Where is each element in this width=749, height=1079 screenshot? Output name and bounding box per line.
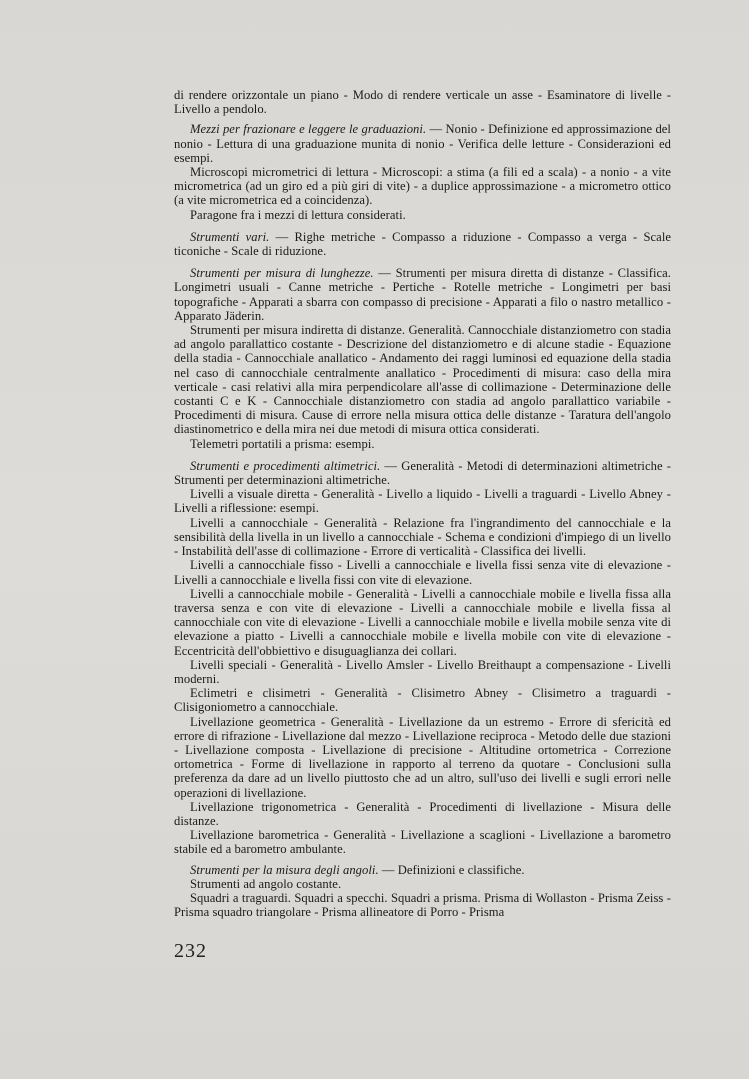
paragraph: Eclimetri e clisimetri - Generalità - Clisimetro Abney - Clisimetro a traguardi - Clisigoniometro a cannocchiale. bbox=[174, 686, 671, 715]
paragraph: Livellazione barometrica - Generalità - Livellazione a scaglioni - Livellazione a barometro stabile ed a barometro ambulante. bbox=[174, 828, 671, 857]
paragraph: Livelli a visuale diretta - Generalità - Livello a liquido - Livelli a traguardi - Livello Abney - Livelli a riflessione: esempi. bbox=[174, 487, 671, 516]
paragraph: Livelli a cannocchiale - Generalità - Relazione fra l'ingrandimento del cannocchiale e la sensibilità della livella in un livello a cannocchiale - Schema e condizioni d'impiego di un livello - Instabilità dell'asse di collimazione - Errore di verticalità - Classifica dei livelli. bbox=[174, 515, 671, 559]
paragraph: Livelli a cannocchiale fisso - Livelli a cannocchiale e livella fissi senza vite di elevazione - Livelli a cannocchiale e livella fissi con vite di elevazione. bbox=[174, 558, 671, 587]
section-heading: Strumenti per misura di lunghezze. bbox=[190, 266, 374, 281]
section-paragraph bbox=[174, 122, 671, 165]
paragraph: di rendere orizzontale un piano - Modo di rendere verticale un asse - Esaminatore di livelle - Livello a pendolo. bbox=[174, 88, 671, 117]
paragraph: Strumenti ad angolo costante. bbox=[190, 876, 342, 891]
section-heading: Mezzi per frazionare e leggere le graduazioni. bbox=[190, 122, 427, 137]
paragraph-text: — Nonio - Definizione ed approssimazione del nonio - Lettura di una graduazione munita di nonio - Verifica delle letture - Considerazioni ed esempi. bbox=[174, 122, 671, 165]
paragraph: Squadri a traguardi. Squadri a specchi. Squadri a prisma. Prisma di Wollaston - Prisma Zeiss - Prisma squadro triangolare - Prisma allineatore di Porro - Prisma bbox=[174, 890, 671, 920]
section-heading: Strumenti e procedimenti altimetrici. bbox=[190, 458, 381, 473]
paragraph: Paragone fra i mezzi di lettura considerati. bbox=[190, 207, 406, 222]
paragraph: Telemetri portatili a prisma: esempi. bbox=[190, 436, 375, 451]
section-paragraph bbox=[174, 863, 671, 877]
paragraph-text: — Righe metriche - Compasso a riduzione - Compasso a verga - Scale ticoniche - Scale di riduzione. bbox=[174, 229, 672, 259]
paragraph-text: — Definizioni e classifiche. bbox=[378, 862, 525, 877]
page-number: 232 bbox=[174, 940, 207, 962]
paragraph: Livellazione geometrica - Generalità - Livellazione da un estremo - Errore di sfericità ed errore di rifrazione - Livellazione dal mezzo - Livellazione reciproca - Metodo delle due stazioni - Livellazione composta - Livellazione di precisione - Altitudine ortometrica - Correzione ortometrica - Forme di livellazione in rapporto al terreno da quotare - Conclusioni sulla preferenza da dare ad un livello piuttosto che ad un altro, sull'uso dei livelli e sugli errori nelle operazioni di livellazione. bbox=[174, 714, 671, 800]
section-heading: Strumenti vari. bbox=[190, 229, 270, 244]
body-text bbox=[174, 88, 671, 919]
paragraph-text: — Strumenti per misura diretta di distanze - Classifica. Longimetri usuali - Canne metriche - Pertiche - Rotelle metriche - Longimetri per basi topografiche - Apparati a sbarra con compasso di precisione - Apparati a filo o nastro metallico - Apparato Jäderin. bbox=[174, 266, 671, 323]
section-paragraph bbox=[174, 266, 671, 323]
paragraph: Strumenti per misura indiretta di distanze. Generalità. Cannocchiale distanziometro con stadia ad angolo parallattico costante - Descrizione del distanziometro e di alcune stadie - Equazione della stadia - Cannocchiale anallatico - Andamento dei raggi luminosi ed equazione della stadia nel caso di cannocchiale centralmente anallatico - Procedimenti di misura: caso della mira verticale - casi relativi alla mira perpendicolare all'asse di collimazione - Determinazione delle costanti C e K - Cannocchiale distanziometro con stadia ad angolo parallattico variabile - Procedimenti di misura. Cause di errore nella misura ottica delle distanze - Taratura dell'angolo diastinometrico e della mira nei due metodi di misura ottica considerati. bbox=[174, 323, 671, 437]
section-paragraph bbox=[174, 459, 671, 487]
paragraph: Livelli speciali - Generalità - Livello Amsler - Livello Breithaupt a compensazione - Livelli moderni. bbox=[174, 657, 671, 686]
paragraph: Livellazione trigonometrica - Generalità - Procedimenti di livellazione - Misura delle distanze. bbox=[174, 799, 671, 828]
paragraph: Livelli a cannocchiale mobile - Generalità - Livelli a cannocchiale mobile e livella fissa alla traversa senza e con vite di elevazione - Livelli a cannocchiale mobile e livella fissa al cannocchiale con vite di elevazione - Livelli a cannocchiale mobile e livella mobile senza vite di elevazione a piatto - Livelli a cannocchiale mobile e livella mobile con vite di elevazione - Eccentricità dell'obbiettivo e disuguaglianza dei collari. bbox=[174, 586, 671, 658]
paragraph: Microscopi micrometrici di lettura - Microscopi: a stima (a fili ed a scala) - a nonio - a vite micrometrica (ad un giro ed a più giri di vite) - a duplice approssimazione - a micrometro ottico (a vite micrometrica ed a coincidenza). bbox=[174, 165, 671, 208]
paragraph-text: — Generalità - Metodi di determinazioni altimetriche - Strumenti per determinazioni altimetriche. bbox=[174, 458, 671, 488]
section-paragraph bbox=[174, 230, 671, 258]
section-heading: Strumenti per la misura degli angoli. bbox=[190, 862, 379, 877]
